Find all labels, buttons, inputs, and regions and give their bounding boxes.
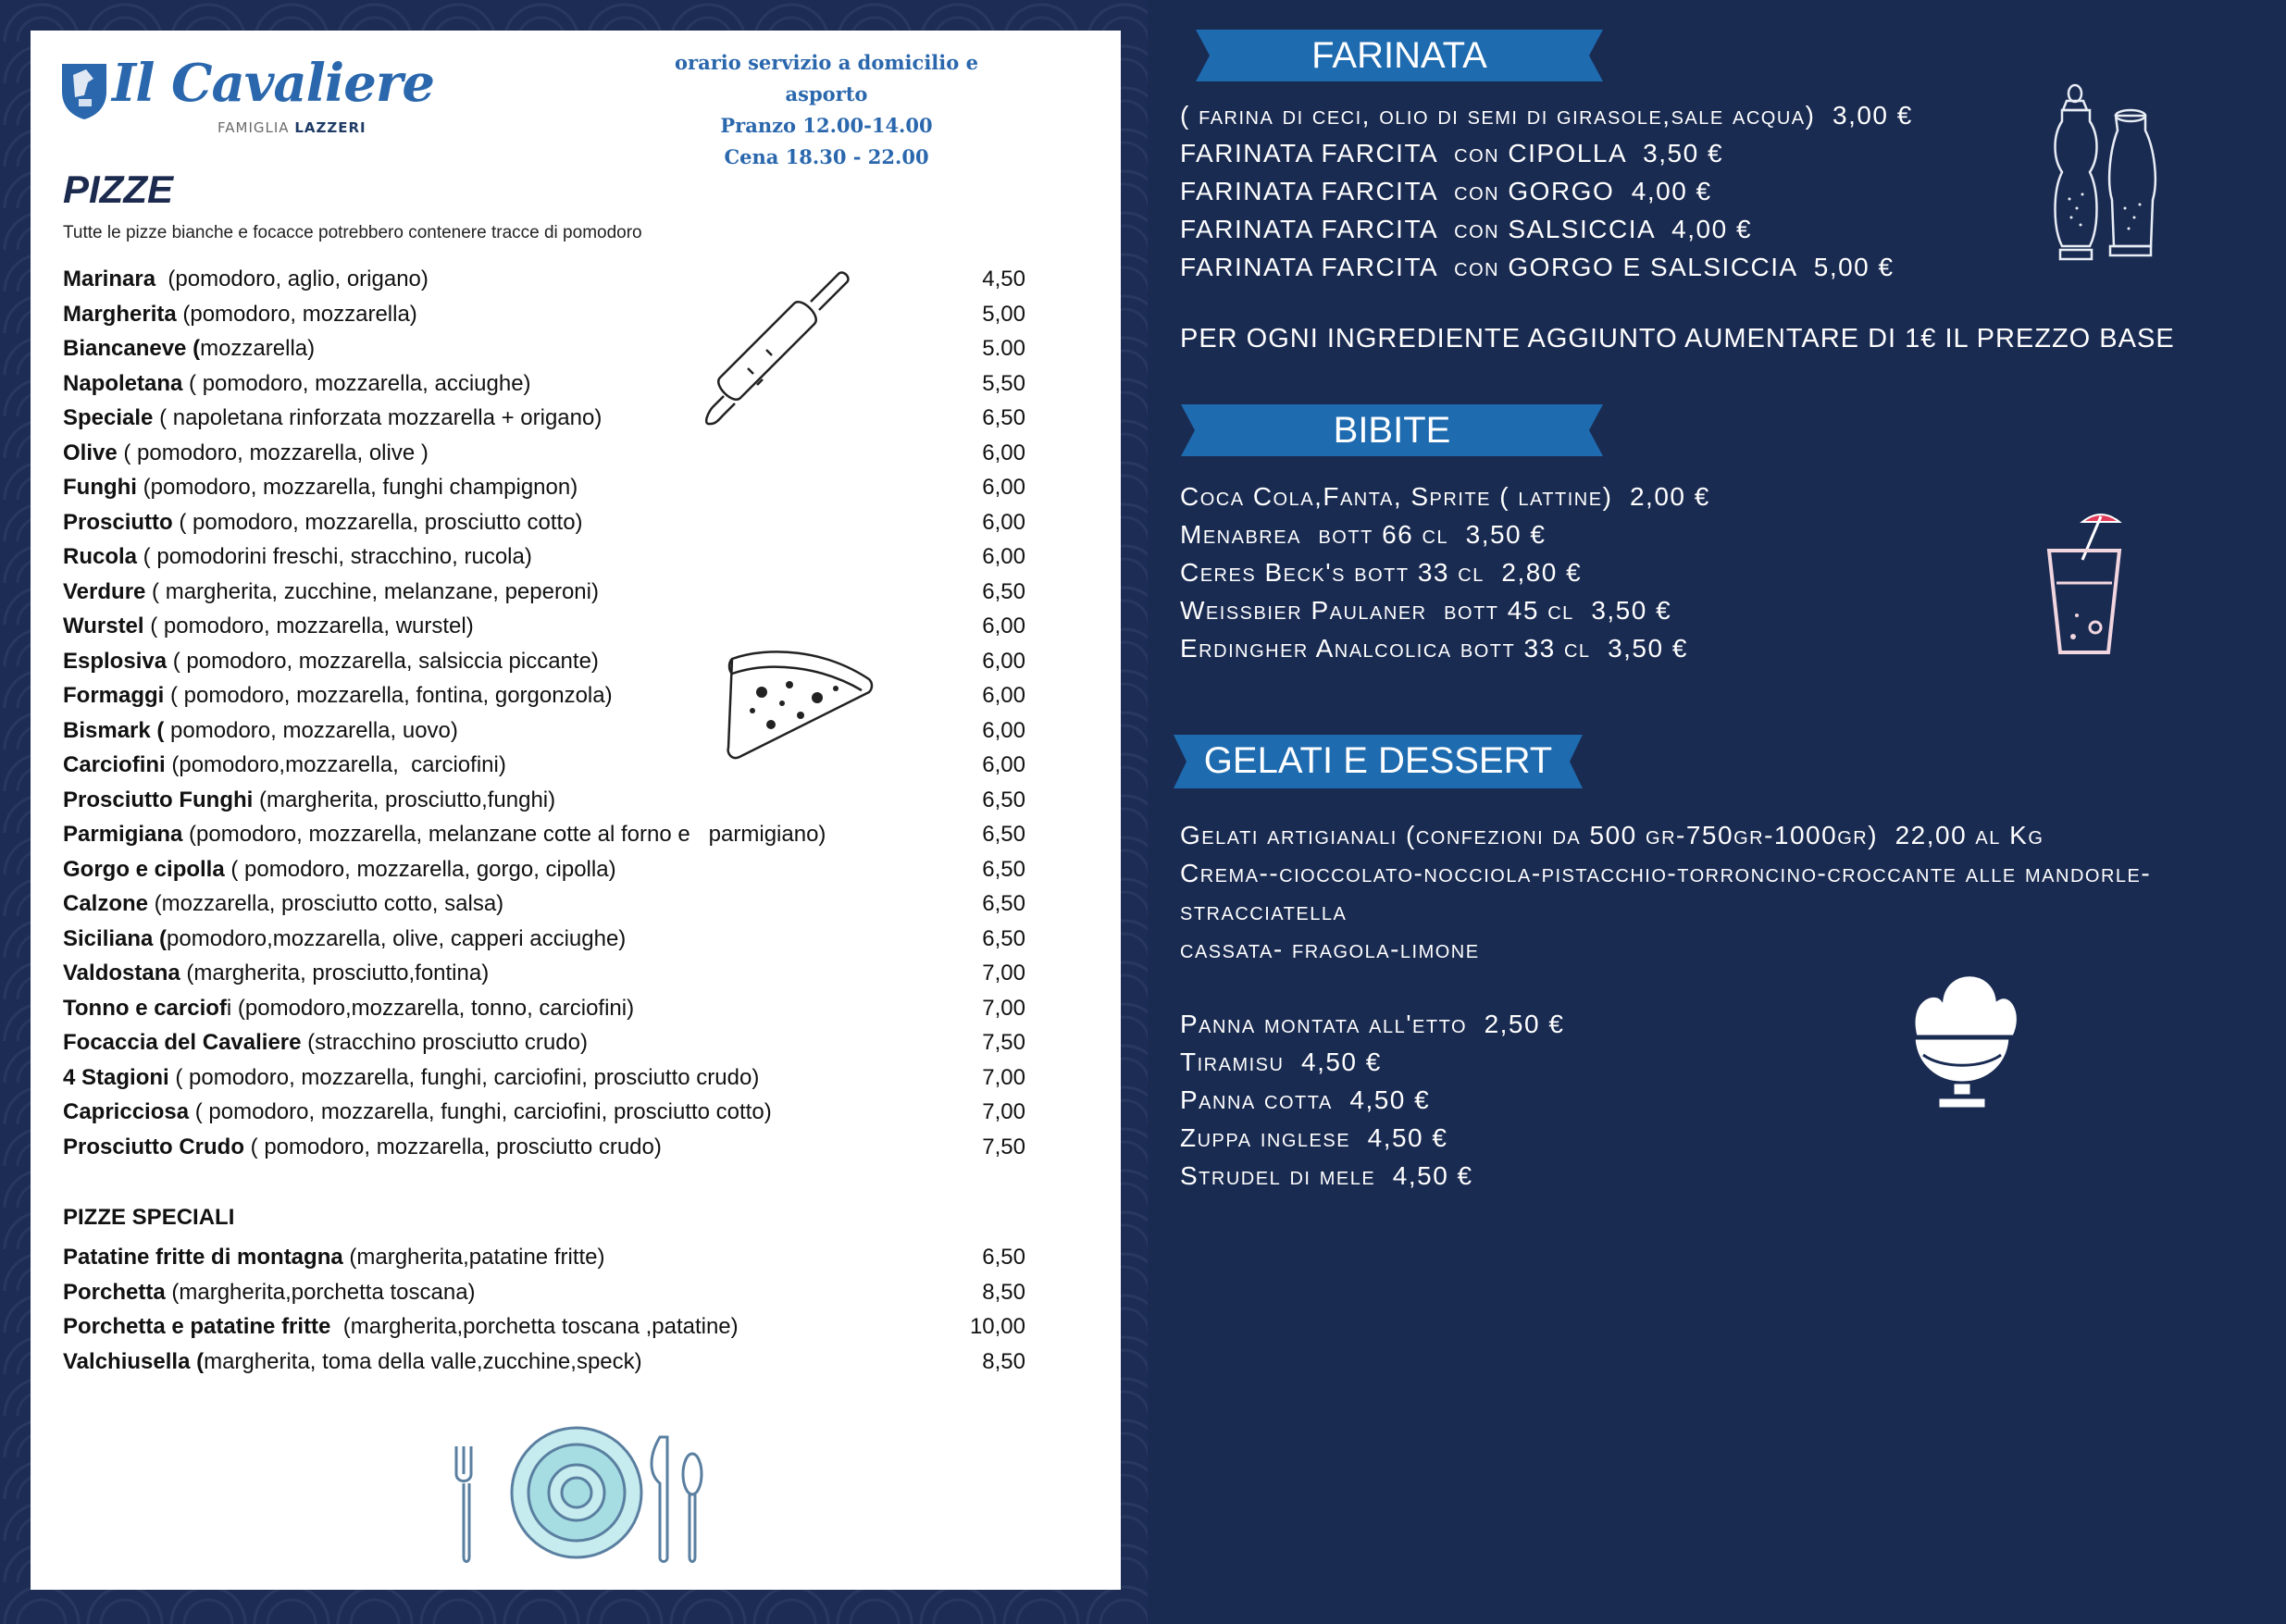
pizza-ingredients: ( pomodoro, mozzarella, wurstel) bbox=[143, 614, 474, 638]
pizza-item bbox=[63, 644, 1025, 679]
pizza-item bbox=[63, 539, 1025, 575]
pizza-price: 8,50 bbox=[982, 1348, 1025, 1374]
pizza-name: Siciliana ( bbox=[63, 925, 168, 951]
drink-item: Coca Cola,Fanta, Sprite ( lattine) 2,00 € bbox=[1180, 482, 1710, 511]
gelati-banner bbox=[1174, 735, 1583, 787]
pizza-price: 7,00 bbox=[982, 961, 1025, 986]
rolling-pin-icon bbox=[702, 267, 868, 433]
brand-sub-prefix: FAMIGLIA bbox=[217, 119, 290, 136]
drink-item: Menabrea bott 66 cl 3,50 € bbox=[1180, 520, 1547, 549]
farinata-item: FARINATA FARCITA con CIPOLLA 3,50 € bbox=[1180, 139, 1724, 167]
pizza-name: Porchetta e patatine fritte bbox=[63, 1314, 331, 1339]
special-pizza-list bbox=[63, 1240, 1025, 1379]
brand-logo bbox=[58, 53, 434, 136]
pizza-name: Carciofini bbox=[63, 752, 166, 777]
farinata-list bbox=[1180, 96, 1913, 286]
cocktail-icon bbox=[2036, 509, 2152, 666]
brand-sub-name: LAZZERI bbox=[294, 119, 367, 136]
pizza-item bbox=[63, 991, 1025, 1026]
pizza-item bbox=[63, 505, 1025, 540]
knight-shield-icon bbox=[58, 58, 110, 121]
pizza-ingredients: (margherita, prosciutto,funghi) bbox=[253, 787, 556, 812]
pizza-price: 5.00 bbox=[982, 336, 1025, 361]
pizza-ingredients: ( pomodoro, mozzarella, salsiccia piccante) bbox=[167, 648, 599, 674]
special-title: PIZZE SPECIALI bbox=[63, 1205, 235, 1230]
gelato-item: Gelati artigianali (confezioni da 500 gr-750gr-1000gr) 22,00 al Kg bbox=[1180, 821, 2044, 849]
pizza-price: 4,50 bbox=[982, 267, 1025, 291]
pizza-ingredients: ( pomodoro, mozzarella, gorgo, cipolla) bbox=[224, 856, 616, 882]
pizza-item bbox=[63, 886, 1025, 922]
pizza-price: 7,00 bbox=[982, 1064, 1025, 1090]
pizza-price: 6,00 bbox=[982, 752, 1025, 777]
pizza-name: Porchetta bbox=[63, 1279, 166, 1305]
dessert-item: Zuppa inglese 4,50 € bbox=[1180, 1123, 1448, 1152]
pizza-name: Prosciutto Funghi bbox=[63, 787, 254, 812]
pizza-name: Prosciutto Crudo bbox=[63, 1134, 244, 1159]
pizza-ingredients: (margherita, prosciutto,fontina) bbox=[180, 961, 490, 986]
pizza-item bbox=[63, 1345, 1025, 1380]
pizza-price: 7,00 bbox=[982, 1099, 1025, 1124]
pizze-note: Tutte le pizze bianche e focacce potrebbero contenere tracce di pomodoro bbox=[63, 223, 642, 242]
hours-heading: orario servizio a domicilio e asporto bbox=[675, 51, 978, 105]
pizza-name: Esplosiva bbox=[63, 648, 168, 674]
pizza-price: 7,50 bbox=[982, 1134, 1025, 1159]
pizza-name: Margherita bbox=[63, 301, 177, 327]
pizza-name: Funghi bbox=[63, 475, 137, 500]
pizza-price: 6,50 bbox=[982, 856, 1025, 882]
pizza-price: 6,00 bbox=[982, 440, 1025, 465]
pizza-price: 6,50 bbox=[982, 787, 1025, 812]
pizza-name: Olive bbox=[63, 440, 118, 465]
pizza-item bbox=[63, 1130, 1025, 1165]
bibite-banner bbox=[1181, 404, 1603, 456]
pizza-ingredients: (pomodoro, mozzarella) bbox=[176, 301, 417, 327]
pizza-ingredients: mozzarella) bbox=[200, 336, 316, 361]
pizza-item bbox=[63, 678, 1025, 713]
pizza-price: 5,00 bbox=[982, 301, 1025, 327]
bibite-title: BIBITE bbox=[1333, 410, 1451, 451]
pizza-price: 8,50 bbox=[982, 1279, 1025, 1305]
farinata-item: FARINATA FARCITA con GORGO E SALSICCIA 5,00 € bbox=[1180, 253, 1895, 281]
gelato-item: cassata- fragola-limone bbox=[1180, 935, 1480, 963]
pizza-ingredients: ( pomodoro, mozzarella, prosciutto cotto) bbox=[172, 509, 583, 535]
pizza-ingredients: ( pomodoro, mozzarella, funghi, carciofini, prosciutto cotto) bbox=[189, 1099, 772, 1124]
pizza-item bbox=[63, 817, 1025, 852]
pizza-item bbox=[63, 1240, 1025, 1275]
pizza-name: Focaccia del Cavaliere bbox=[63, 1030, 302, 1055]
farinata-item: FARINATA FARCITA con GORGO 4,00 € bbox=[1180, 177, 1712, 205]
pizza-item bbox=[63, 575, 1025, 610]
gelato-item: Crema--cioccolato-nocciola-pistacchio-torroncino-croccante alle mandorle- bbox=[1180, 859, 2152, 887]
pizza-ingredients: ( pomodoro, mozzarella, funghi, carciofini, prosciutto crudo) bbox=[168, 1064, 760, 1090]
dessert-item: Panna montata all'etto 2,50 € bbox=[1180, 1010, 1565, 1038]
pizza-name: Napoletana bbox=[63, 370, 183, 396]
pizza-ingredients: (pomodoro, mozzarella, melanzane cotte al forno e parmigiano) bbox=[182, 822, 826, 847]
pizza-ingredients: (pomodoro, aglio, origano) bbox=[155, 267, 429, 291]
pizza-price: 10,00 bbox=[969, 1314, 1025, 1339]
service-hours bbox=[660, 47, 993, 173]
pizza-price: 6,00 bbox=[982, 717, 1025, 743]
brand-subtitle bbox=[217, 119, 367, 136]
pizze-title: PIZZE bbox=[63, 167, 174, 211]
pizza-ingredients: i (pomodoro,mozzarella, tonno, carciofini) bbox=[226, 995, 635, 1021]
pizza-price: 6,00 bbox=[982, 614, 1025, 638]
pizza-name: Bismark ( bbox=[63, 717, 165, 743]
hours-dinner: Cena 18.30 - 22.00 bbox=[724, 145, 929, 168]
pizza-ingredients: ( napoletana rinforzata mozzarella + origano) bbox=[153, 405, 603, 430]
drink-item: Ceres Beck's bott 33 cl 2,80 € bbox=[1180, 558, 1583, 587]
pizza-ingredients: (stracchino prosciutto crudo) bbox=[301, 1030, 588, 1055]
drink-item: Weissbier Paulaner bott 45 cl 3,50 € bbox=[1180, 596, 1672, 625]
pizza-ingredients: ( pomodoro, mozzarella, olive ) bbox=[117, 440, 429, 465]
farinata-item: ( farina di ceci, olio di semi di girasole,sale acqua) 3,00 € bbox=[1180, 101, 1913, 130]
farinata-banner bbox=[1196, 30, 1603, 81]
gelati-title: GELATI E DESSERT bbox=[1203, 740, 1553, 781]
pizza-name: Patatine fritte di montagna bbox=[63, 1245, 343, 1270]
pizza-name: Valdostana bbox=[63, 961, 180, 986]
pizza-item bbox=[63, 956, 1025, 991]
pizza-name: Gorgo e cipolla bbox=[63, 856, 225, 882]
gelati-list bbox=[1180, 816, 2151, 968]
pizza-ingredients: ( pomodoro, mozzarella, prosciutto crudo) bbox=[244, 1134, 662, 1159]
farinata-item: FARINATA FARCITA con SALSICCIA 4,00 € bbox=[1180, 215, 1753, 243]
pizza-item bbox=[63, 1095, 1025, 1130]
plate-cutlery-icon bbox=[447, 1419, 706, 1567]
pizza-item bbox=[63, 1309, 1025, 1345]
pizza-ingredients: ( pomodoro, mozzarella, acciughe) bbox=[182, 370, 531, 396]
pizza-price: 6,50 bbox=[982, 578, 1025, 604]
pizza-price: 5,50 bbox=[982, 370, 1025, 396]
pizza-slice-icon bbox=[715, 637, 882, 766]
pizza-name: 4 Stagioni bbox=[63, 1064, 169, 1090]
brand-name: Il Cavaliere bbox=[112, 53, 434, 114]
dessert-list bbox=[1180, 1005, 1564, 1195]
pizza-name: Prosciutto bbox=[63, 509, 173, 535]
pizza-price: 7,50 bbox=[982, 1030, 1025, 1055]
pizza-ingredients: ( pomodoro, mozzarella, fontina, gorgonzola) bbox=[164, 683, 613, 708]
hours-lunch: Pranzo 12.00-14.00 bbox=[720, 114, 933, 137]
pizza-ingredients: ( margherita, zucchine, melanzane, peperoni) bbox=[145, 578, 599, 604]
pizza-name: Parmigiana bbox=[63, 822, 183, 847]
pizza-price: 6,00 bbox=[982, 648, 1025, 674]
pizza-name: Speciale bbox=[63, 405, 154, 430]
pizza-name: Rucola bbox=[63, 544, 138, 569]
dessert-item: Tiramisu 4,50 € bbox=[1180, 1048, 1382, 1076]
pizza-price: 6,50 bbox=[982, 1245, 1025, 1270]
pizza-item bbox=[63, 470, 1025, 505]
pizza-item bbox=[63, 1060, 1025, 1096]
pizza-ingredients: margherita, toma della valle,zucchine,speck) bbox=[204, 1348, 642, 1374]
farinata-note: PER OGNI INGREDIENTE AGGIUNTO AUMENTARE DI 1€ IL PREZZO BASE bbox=[1180, 324, 2175, 353]
pizza-ingredients: (margherita,patatine fritte) bbox=[342, 1245, 605, 1270]
pizza-item bbox=[63, 852, 1025, 887]
pizza-name: Calzone bbox=[63, 891, 149, 916]
ice-cream-cup-icon bbox=[1907, 962, 2018, 1115]
salt-pepper-icon bbox=[2044, 79, 2173, 278]
farinata-title: FARINATA bbox=[1311, 35, 1487, 76]
pizza-name: Biancaneve ( bbox=[63, 336, 201, 361]
pizza-item bbox=[63, 922, 1025, 957]
bibite-list bbox=[1180, 477, 1710, 667]
pizza-ingredients: (pomodoro, mozzarella, funghi champignon) bbox=[136, 475, 578, 500]
pizza-name: Formaggi bbox=[63, 683, 165, 708]
pizza-name: Marinara bbox=[63, 267, 156, 291]
pizza-price: 6,50 bbox=[982, 925, 1025, 951]
gelato-item: stracciatella bbox=[1180, 897, 1348, 925]
pizza-price: 6,00 bbox=[982, 475, 1025, 500]
pizza-ingredients: (margherita,porchetta toscana) bbox=[165, 1279, 476, 1305]
pizza-ingredients: (pomodoro,mozzarella, carciofini) bbox=[165, 752, 506, 777]
pizza-item bbox=[63, 1275, 1025, 1310]
pizza-item bbox=[63, 1025, 1025, 1060]
pizza-price: 6,00 bbox=[982, 544, 1025, 569]
pizza-price: 6,50 bbox=[982, 891, 1025, 916]
pizza-item bbox=[63, 748, 1025, 783]
pizza-ingredients: pomodoro, mozzarella, uovo) bbox=[164, 717, 458, 743]
pizza-price: 6,50 bbox=[982, 405, 1025, 430]
pizza-name: Capricciosa bbox=[63, 1099, 190, 1124]
pizza-name: Valchiusella ( bbox=[63, 1348, 205, 1374]
pizza-item bbox=[63, 783, 1025, 818]
pizza-item bbox=[63, 609, 1025, 644]
right-page bbox=[1148, 0, 2286, 1624]
pizza-price: 7,00 bbox=[982, 995, 1025, 1021]
pizza-price: 6,00 bbox=[982, 509, 1025, 535]
pizza-name: Tonno e carciof bbox=[63, 995, 227, 1021]
pizza-item bbox=[63, 436, 1025, 471]
pizza-price: 6,00 bbox=[982, 683, 1025, 708]
pizza-ingredients: ( pomodorini freschi, stracchino, rucola) bbox=[137, 544, 532, 569]
drink-item: Erdingher Analcolica bott 33 cl 3,50 € bbox=[1180, 634, 1688, 663]
dessert-item: Panna cotta 4,50 € bbox=[1180, 1085, 1431, 1114]
pizza-item bbox=[63, 713, 1025, 749]
pizza-price: 6,50 bbox=[982, 822, 1025, 847]
pizza-ingredients: (margherita,porchetta toscana ,patatine) bbox=[330, 1314, 739, 1339]
pizza-menu-sheet bbox=[31, 31, 1121, 1590]
pizza-ingredients: pomodoro,mozzarella, olive, capperi acciughe) bbox=[167, 925, 627, 951]
pizza-ingredients: (mozzarella, prosciutto cotto, salsa) bbox=[148, 891, 504, 916]
dessert-item: Strudel di mele 4,50 € bbox=[1180, 1161, 1473, 1190]
pizza-name: Verdure bbox=[63, 578, 146, 604]
pizza-name: Wurstel bbox=[63, 614, 144, 638]
